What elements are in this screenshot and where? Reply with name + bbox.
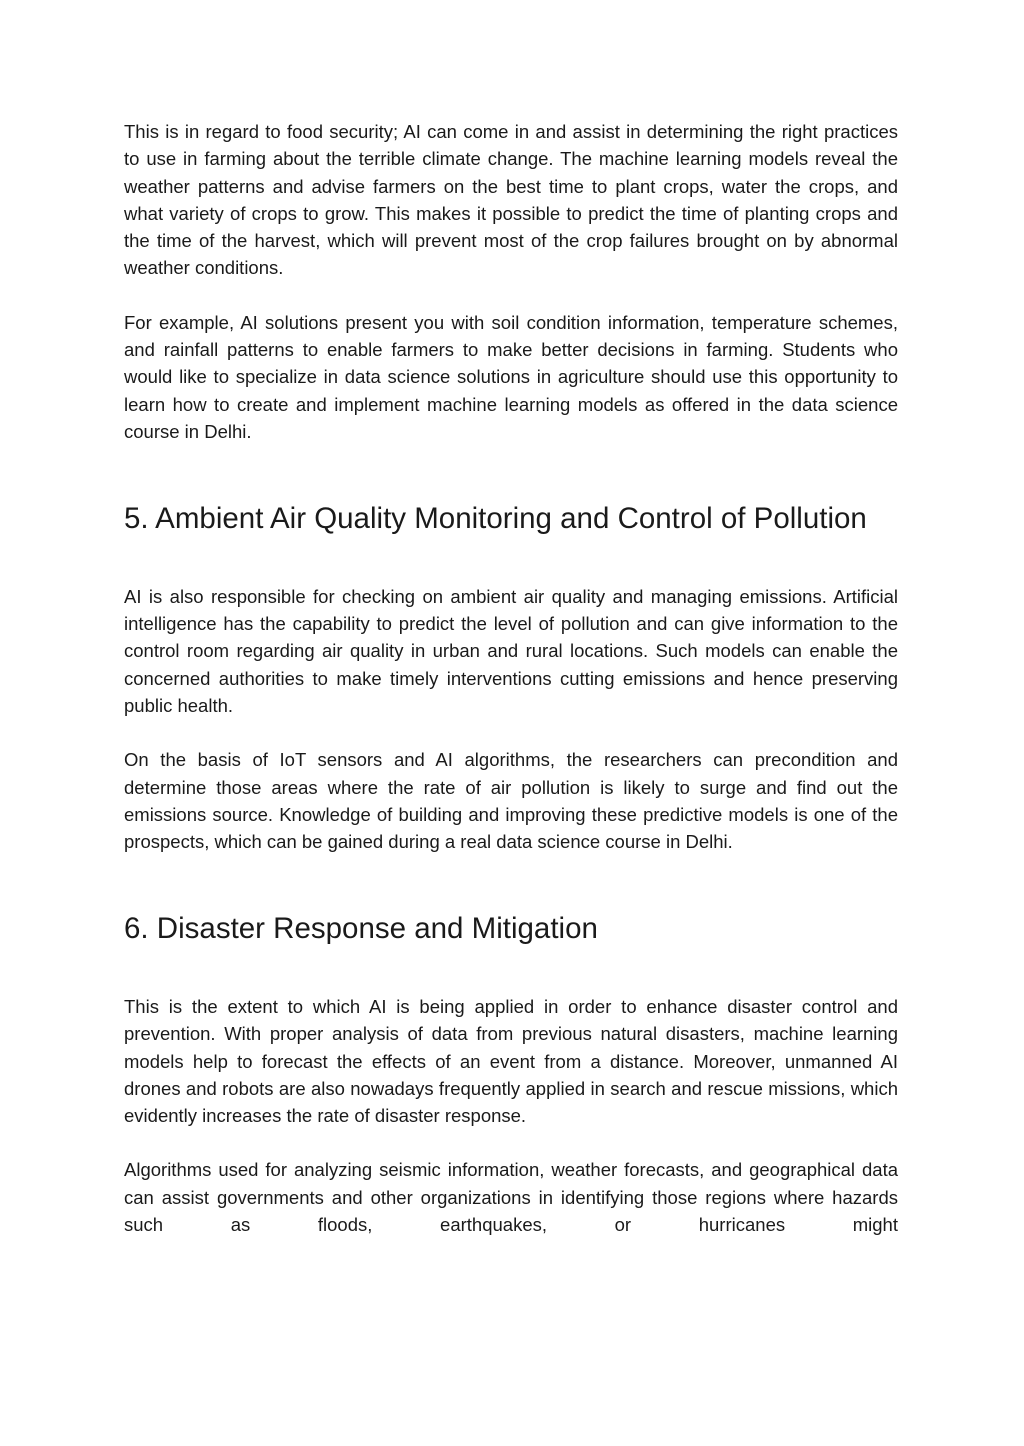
paragraph-disaster-control: This is the extent to which AI is being applied in order to enhance disaster control and prevention. With proper analysis of data from previous natural disasters, machine learning models help to forecast the effects of an event from a distance. Moreover, unmanned AI drones and robots are also nowadays frequently applied in search and rescue missions, which evidently increases the rate of disaster response. bbox=[124, 995, 898, 1127]
document-page bbox=[124, 118, 898, 1238]
paragraph-ai-solutions-example: For example, AI solutions present you with soil condition information, temperature schemes, and rainfall patterns to enable farmers to make better decisions in farming. Students who would like to specialize in data science solutions in agriculture should use this opportunity to learn how to create and implement machine learning models as offered in the data science course in Delhi. bbox=[124, 311, 898, 442]
paragraph-food-security: This is in regard to food security; AI can come in and assist in determining the right practices to use in farming about the terrible climate change. The machine learning models reveal the weather patterns and advise farmers on the best time to plant crops, water the crops, and what variety of crops to grow. This makes it possible to predict the time of planting crops and the time of the harvest, which will prevent most of the crop failures brought on by abnormal weather conditions. bbox=[124, 121, 898, 279]
paragraph-air-quality: AI is also responsible for checking on ambient air quality and managing emissions. Artificial intelligence has the capability to predict the level of pollution and can give information to the control room regarding air quality in urban and rural locations. Such models can enable the concerned authorities to make timely interventions cutting emissions and hence preserving public health. bbox=[124, 585, 898, 716]
paragraph-algorithms-hazards: Algorithms used for analyzing seismic information, weather forecasts, and geographical data can assist governments and other organizations in identifying those regions where hazards such as floods, earthquakes, or hurricanes might bbox=[124, 1159, 898, 1236]
section-heading-disaster-response: 6. Disaster Response and Mitigation bbox=[124, 912, 598, 946]
paragraph-iot-sensors: On the basis of IoT sensors and AI algorithms, the researchers can precondition and determine those areas where the rate of air pollution is likely to surge and find out the emissions source. Knowledge of building and improving these predictive models is one of the prospects, which can be gained during a real data science course in Delhi. bbox=[124, 749, 898, 853]
section-heading-air-quality: 5. Ambient Air Quality Monitoring and Control of Pollution bbox=[124, 502, 867, 536]
